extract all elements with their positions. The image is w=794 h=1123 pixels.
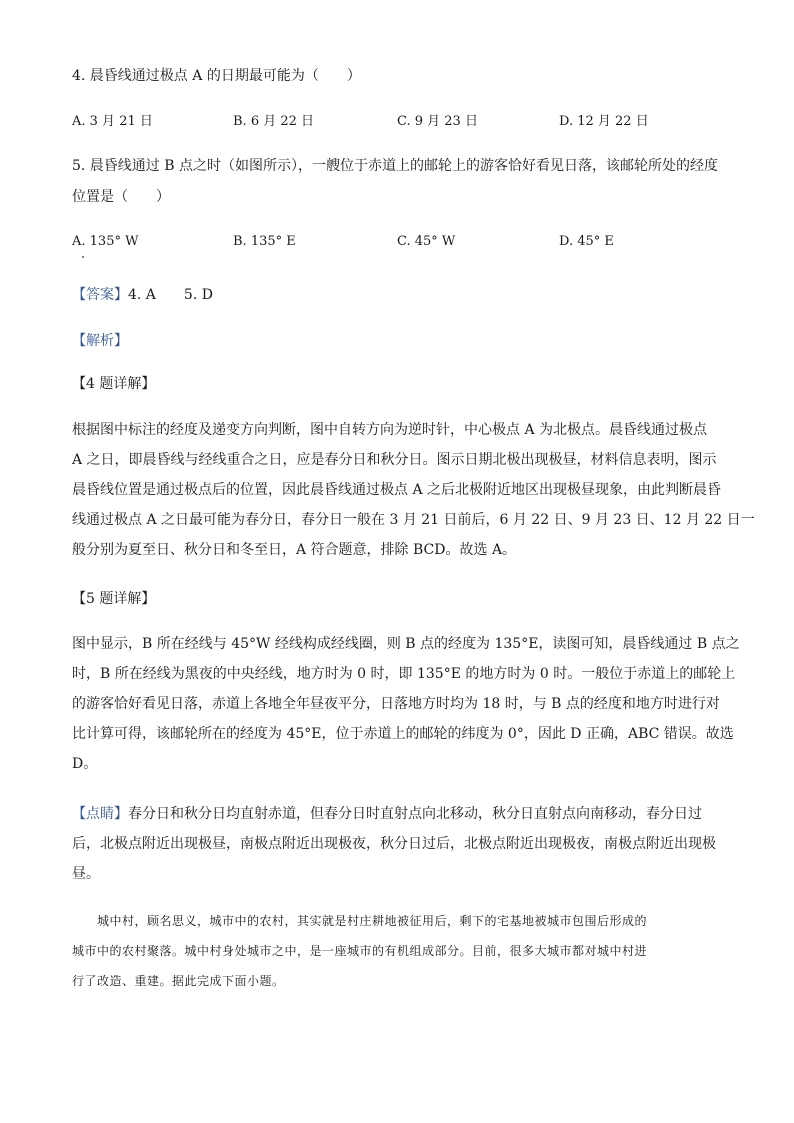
q4-option-b: B. 6 月 22 日 — [233, 114, 315, 129]
answer-tag: 【答案】 — [72, 287, 128, 303]
q4-option-d: D. 12 月 22 日 — [559, 114, 649, 129]
q4-option-a: A. 3 月 21 日 — [72, 114, 153, 129]
q4-option-c: C. 9 月 23 日 — [397, 114, 478, 129]
detail-4-title: 【4 题详解】 — [72, 376, 156, 392]
analysis-tag: 【解析】 — [72, 333, 128, 349]
reading-line: 城市中的农村聚落。城中村身处城市之中，是一座城市的有机组成部分。目前，很多大城市都对城中村进 — [72, 944, 648, 958]
detail-5-line: 时，B 所在经线为黑夜的中央经线，地方时为 0 时，即 135°E 的地方时为 0 时。一般位于赤道上的邮轮上 — [72, 666, 736, 682]
tip-line-1 — [72, 805, 722, 835]
detail-5-title: 【5 题详解】 — [72, 591, 156, 607]
q5-option-d: D. 45° E — [559, 234, 614, 249]
detail-4-line: 根据图中标注的经度及递变方向判断，图中自转方向为逆时针，中心极点 A 为北极点。晨昏线通过极点 — [72, 422, 708, 438]
detail-5-line: D。 — [72, 756, 98, 772]
tip-tag: 【点睛】 — [72, 806, 128, 822]
q5-option-a: A. 135° W — [72, 234, 139, 249]
answer-line — [72, 286, 213, 304]
detail-5-body — [72, 635, 740, 785]
question-5-stem-line2: 位置是（ ） — [72, 189, 170, 205]
detail-4-line: 线通过极点 A 之日最可能为春分日，春分日一般在 3 月 21 日前后，6 月 22 日、9 月 23 日、12 月 22 日一 — [72, 512, 755, 528]
stray-dot-mark — [82, 256, 84, 258]
q5-option-c: C. 45° W — [397, 234, 456, 249]
tip-line-1-text: 春分日和秋分日均直射赤道，但春分日时直射点向北移动，秋分日直射点向南移动，春分日过 — [128, 806, 702, 822]
detail-4-line: 般分别为夏至日、秋分日和冬至日，A 符合题意，排除 BCD。故选 A。 — [72, 542, 517, 558]
answer-text: 4. A 5. D — [128, 287, 213, 303]
reading-line: 城中村，顾名思义，城市中的农村，其实就是村庄耕地被征用后，剩下的宅基地被城市包围后形成的 — [72, 914, 648, 928]
detail-4-body — [72, 421, 755, 571]
question-4-stem: 4. 晨昏线通过极点 A 的日期最可能为（ ） — [72, 68, 361, 84]
tip-line: 后，北极点附近出现极昼，南极点附近出现极夜，秋分日过后，北极点附近出现极夜，南极点附近出现极 — [72, 836, 716, 852]
question-5-stem-line1: 5. 晨昏线通过 B 点之时（如图所示），一艘位于赤道上的邮轮上的游客恰好看见日落，该邮轮所处的经度 — [72, 158, 718, 174]
detail-5-line: 比计算可得，该邮轮所在的经度为 45°E，位于赤道上的邮轮的纬度为 0°，因此 D 正确，ABC 错误。故选 — [72, 726, 734, 742]
detail-5-line: 图中显示，B 所在经线与 45°W 经线构成经线圈，则 B 点的经度为 135°E，读图可知，晨昏线通过 B 点之 — [72, 636, 740, 652]
detail-4-line: 晨昏线位置是通过极点后的位置，因此晨昏线通过极点 A 之后北极附近地区出现极昼现象，由此判断晨昏 — [72, 482, 722, 498]
tip-line: 昼。 — [72, 866, 100, 882]
tip-body — [72, 805, 722, 895]
reading-line: 行了改造、重建。据此完成下面小题。 — [72, 974, 285, 988]
q5-option-b: B. 135° E — [233, 234, 296, 249]
reading-passage — [72, 913, 732, 1003]
detail-5-line: 的游客恰好看见日落，赤道上各地全年昼夜平分，日落地方时均为 18 时，与 B 点的经度和地方时进行对 — [72, 696, 720, 712]
detail-4-line: A 之日，即晨昏线与经线重合之日，应是春分日和秋分日。图示日期北极出现极昼，材料信息表明，图示 — [72, 452, 717, 468]
